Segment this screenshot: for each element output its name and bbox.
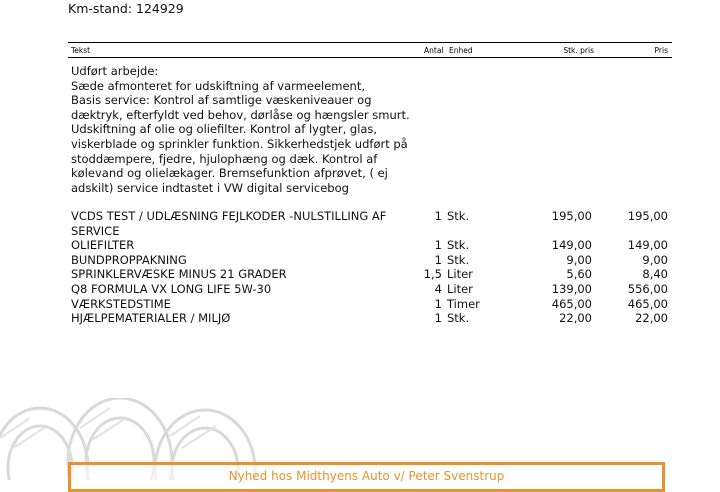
km-stand: Km-stand: 124929 xyxy=(68,1,184,16)
work-line: viskerblade og sprinkler funktion. Sikkerhedstjek udført på xyxy=(71,136,408,151)
line-total: 9,00 xyxy=(642,252,668,267)
line-unit-price: 465,00 xyxy=(551,296,592,311)
line-quantity: 1,5 xyxy=(423,267,442,282)
work-line: dæktryk, efterfyldt ved behov, dørlåse og hængsler smurt. xyxy=(71,107,410,122)
header-enhed: Enhed xyxy=(449,46,473,55)
table-row xyxy=(0,311,720,326)
work-line: kølevand og olielækager. Bremsefunktion afprøvet, ( ej xyxy=(71,166,388,181)
line-description: Q8 FORMULA VX LONG LIFE 5W-30 xyxy=(71,281,272,296)
line-unit-price: 9,00 xyxy=(566,252,592,267)
work-description xyxy=(71,64,411,195)
table-row xyxy=(0,238,720,253)
table-row xyxy=(0,209,720,238)
table-row xyxy=(0,297,720,312)
promo-text: Nyhed hos Midthyens Auto v/ Peter Svenstrup xyxy=(228,469,505,483)
line-quantity: 1 xyxy=(434,296,442,311)
work-line: Udført arbejde: xyxy=(71,64,159,78)
line-unit: Stk. xyxy=(447,311,470,326)
line-quantity: 1 xyxy=(434,238,442,253)
header-stk-pris: Stk. pris xyxy=(563,46,594,55)
line-total: 22,00 xyxy=(635,311,668,326)
line-unit: Liter xyxy=(447,281,473,296)
line-unit-price: 22,00 xyxy=(559,311,592,326)
table-row xyxy=(0,253,720,268)
header-tekst: Tekst xyxy=(71,46,91,55)
line-description: VÆRKSTEDSTIME xyxy=(71,296,171,311)
line-unit-price: 5,60 xyxy=(566,267,592,282)
table-row xyxy=(0,267,720,282)
line-description: HJÆLPEMATERIALER / MILJØ xyxy=(71,311,231,326)
table-row xyxy=(0,282,720,297)
work-line: stoddæmpere, fjedre, hjulophæng og dæk. Kontrol af xyxy=(71,151,378,166)
line-quantity: 1 xyxy=(434,311,442,326)
work-line: adskilt) service indtastet i VW digital servicebog xyxy=(71,180,349,195)
line-total: 149,00 xyxy=(627,238,668,253)
line-description: OLIEFILTER xyxy=(71,238,135,253)
line-total: 556,00 xyxy=(627,281,668,296)
promo-box xyxy=(68,462,665,492)
header-antal: Antal xyxy=(424,46,444,55)
invoice-lines xyxy=(0,209,720,326)
line-description: VCDS TEST / UDLÆSNING FEJLKODER -NULSTILLING AF SERVICE xyxy=(71,209,387,238)
line-total: 8,40 xyxy=(642,267,668,282)
line-description: SPRINKLERVÆSKE MINUS 21 GRADER xyxy=(71,267,287,282)
line-unit: Stk. xyxy=(447,252,470,267)
line-unit: Timer xyxy=(447,296,480,311)
table-top-rule xyxy=(68,42,672,43)
header-pris: Pris xyxy=(654,46,668,55)
line-total: 465,00 xyxy=(627,296,668,311)
line-quantity: 1 xyxy=(434,209,442,223)
line-quantity: 1 xyxy=(434,252,442,267)
line-unit: Liter xyxy=(447,267,473,282)
work-line: Basis service: Kontrol af samtlige væskeniveauer og xyxy=(71,93,372,108)
line-total: 195,00 xyxy=(627,209,668,223)
work-line: Udskiftning af olie og oliefilter. Kontrol af lygter, glas, xyxy=(71,122,378,137)
line-unit: Stk. xyxy=(447,209,470,223)
line-unit: Stk. xyxy=(447,238,470,253)
line-description: BUNDPROPPAKNING xyxy=(71,252,187,267)
line-unit-price: 139,00 xyxy=(551,281,592,296)
work-line: Sæde afmonteret for udskiftning af varmeelement, xyxy=(71,78,366,93)
line-quantity: 4 xyxy=(434,281,442,296)
line-unit-price: 195,00 xyxy=(551,209,592,223)
table-header-rule xyxy=(68,57,672,58)
line-unit-price: 149,00 xyxy=(551,238,592,253)
